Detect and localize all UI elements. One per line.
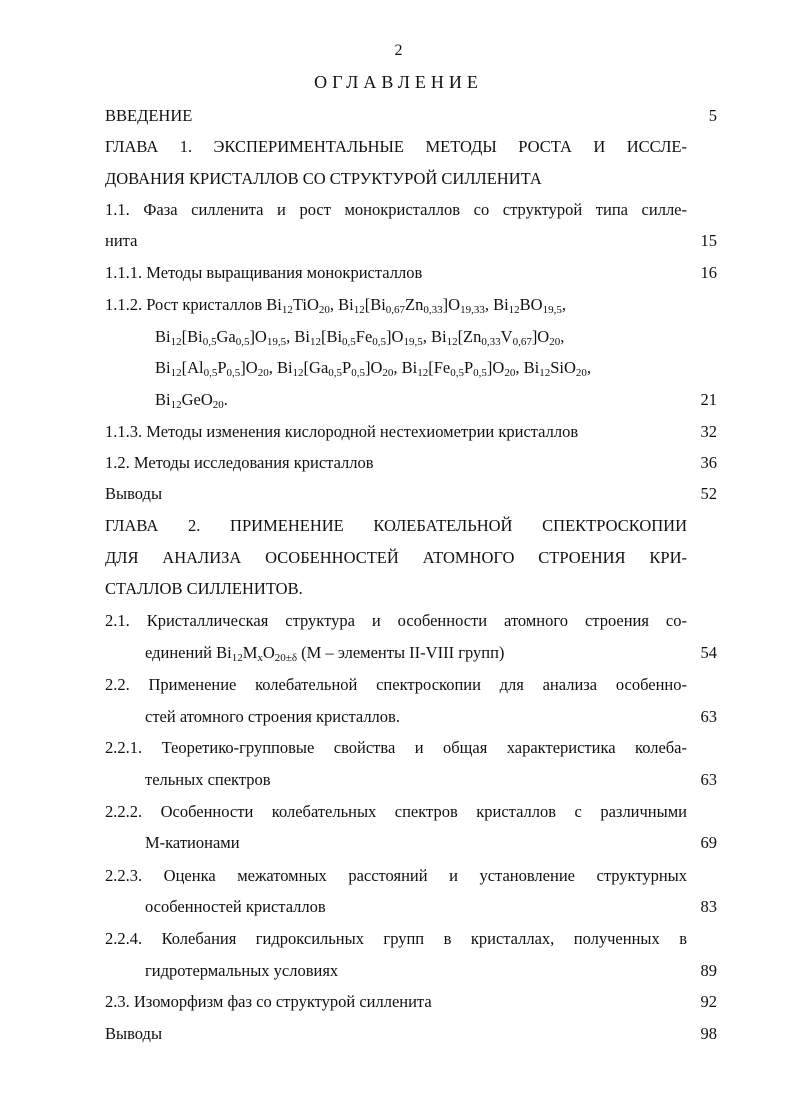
formula-text: V bbox=[500, 327, 513, 346]
formula-text: Bi bbox=[155, 390, 171, 409]
toc-entry-page: 21 bbox=[700, 390, 717, 409]
formula-subscript: 12 bbox=[170, 367, 182, 379]
formula-subscript: 20±δ bbox=[274, 652, 298, 664]
toc-entry-text: 2.1. Кристаллическая структура и особенности атомного строения со- bbox=[105, 611, 687, 630]
formula-text: [Ga bbox=[303, 358, 329, 377]
toc-entry-formula-text bbox=[155, 390, 228, 410]
formula-text: , bbox=[586, 358, 591, 377]
toc-entry-page: 63 bbox=[700, 707, 717, 726]
formula-text: Fe bbox=[355, 327, 373, 346]
toc-entry-text: стей атомного строения кристаллов. bbox=[145, 707, 400, 726]
formula-subscript: 12 bbox=[170, 399, 182, 411]
toc-entry-text: тельных спектров bbox=[145, 770, 271, 789]
formula-subscript: 0,5 bbox=[342, 336, 356, 348]
formula-subscript: 20 bbox=[575, 367, 587, 379]
toc-entry-page: 36 bbox=[700, 453, 717, 472]
formula-text: GeO bbox=[181, 390, 213, 409]
toc-entry-page: 54 bbox=[700, 643, 717, 662]
formula-subscript: 12 bbox=[508, 304, 520, 316]
formula-subscript: x bbox=[257, 652, 263, 664]
formula-text: [Fe bbox=[428, 358, 451, 377]
toc-entry-text: 1.2. Методы исследования кристаллов bbox=[105, 453, 374, 472]
formula-text: ]O bbox=[442, 295, 461, 314]
formula-subscript: 19,5 bbox=[403, 336, 423, 348]
toc-entry-text: 2.2.3. Оценка межатомных расстояний и установление структурных bbox=[105, 866, 687, 885]
toc-entry-text: 2.2. Применение колебательной спектроскопии для анализа особенно- bbox=[105, 675, 687, 694]
toc-entry-page: 5 bbox=[708, 106, 717, 125]
toc-entry-text: ДЛЯ АНАЛИЗА ОСОБЕННОСТЕЙ АТОМНОГО СТРОЕНИЯ КРИ- bbox=[105, 548, 687, 567]
formula-subscript: 12 bbox=[170, 336, 182, 348]
formula-text: , Bi bbox=[268, 358, 293, 377]
formula-text: , bbox=[560, 327, 565, 346]
formula-text: P bbox=[217, 358, 227, 377]
formula-subscript: 0,5 bbox=[328, 367, 343, 379]
formula-text: единений Bi bbox=[145, 643, 232, 662]
toc-entry-formula-text bbox=[105, 295, 566, 315]
toc-entry-page: 98 bbox=[700, 1024, 717, 1043]
toc-entry-page: 69 bbox=[700, 833, 717, 852]
toc-entry-text: СТАЛЛОВ СИЛЛЕНИТОВ. bbox=[105, 579, 303, 598]
formula-text: TiO bbox=[292, 295, 319, 314]
toc-entry-page: 15 bbox=[700, 231, 717, 250]
formula-text: P bbox=[463, 358, 474, 377]
formula-text: ]O bbox=[364, 358, 383, 377]
formula-subscript: 0,5 bbox=[450, 367, 464, 379]
toc-entry-text: 2.3. Изоморфизм фаз со структурой силленита bbox=[105, 992, 432, 1011]
formula-text: ]O bbox=[531, 327, 550, 346]
formula-text: ]O bbox=[486, 358, 505, 377]
toc-title: ОГЛАВЛЕНИЕ bbox=[314, 72, 483, 92]
formula-subscript: 0,5 bbox=[473, 367, 487, 379]
formula-text: ]O bbox=[249, 327, 267, 346]
toc-entry-page: 63 bbox=[700, 770, 717, 789]
formula-text: ]O bbox=[386, 327, 404, 346]
formula-text: , Bi bbox=[515, 358, 540, 377]
formula-subscript: 12 bbox=[417, 367, 429, 379]
formula-subscript: 0,67 bbox=[512, 336, 532, 348]
formula-text: , bbox=[561, 295, 566, 314]
formula-text: M bbox=[242, 643, 258, 662]
formula-text: O bbox=[262, 643, 275, 662]
formula-subscript: 12 bbox=[309, 336, 321, 348]
formula-text: ]O bbox=[240, 358, 258, 377]
formula-subscript: 19,5 bbox=[542, 304, 562, 316]
formula-text: [Zn bbox=[457, 327, 482, 346]
formula-subscript: 0,33 bbox=[423, 304, 443, 316]
toc-entry-text: 1.1.3. Методы изменения кислородной нестехиометрии кристаллов bbox=[105, 422, 579, 441]
formula-subscript: 0,5 bbox=[226, 367, 241, 379]
toc-entry-text: Выводы bbox=[105, 1024, 163, 1043]
formula-subscript: 12 bbox=[446, 336, 458, 348]
page-number: 2 bbox=[394, 42, 403, 59]
formula-subscript: 12 bbox=[281, 304, 293, 316]
formula-subscript: 0,33 bbox=[481, 336, 501, 348]
toc-entry-formula-text bbox=[155, 358, 591, 378]
formula-text: [Bi bbox=[181, 327, 203, 346]
formula-text: , Bi bbox=[286, 327, 310, 346]
formula-subscript: 0,5 bbox=[372, 336, 387, 348]
formula-text: P bbox=[342, 358, 352, 377]
toc-entry-text: ГЛАВА 1. ЭКСПЕРИМЕНТАЛЬНЫЕ МЕТОДЫ РОСТА И ИССЛЕ- bbox=[105, 137, 687, 156]
formula-subscript: 20 bbox=[212, 399, 224, 411]
toc-entry-text: ВВЕДЕНИЕ bbox=[105, 106, 193, 125]
formula-subscript: 0,5 bbox=[235, 336, 250, 348]
formula-subscript: 20 bbox=[257, 367, 269, 379]
formula-text: , Bi bbox=[484, 295, 509, 314]
formula-text: , Bi bbox=[393, 358, 418, 377]
toc-entry-text: М-катионами bbox=[145, 833, 240, 852]
formula-text: Bi bbox=[155, 327, 171, 346]
toc-entry-text: 2.2.1. Теоретико-групповые свойства и общая характеристика колеба- bbox=[105, 738, 687, 757]
formula-text: , Bi bbox=[422, 327, 447, 346]
toc-entry-text: ГЛАВА 2. ПРИМЕНЕНИЕ КОЛЕБАТЕЛЬНОЙ СПЕКТРОСКОПИИ bbox=[105, 516, 687, 535]
formula-text: [Al bbox=[181, 358, 204, 377]
formula-subscript: 20 bbox=[382, 367, 394, 379]
formula-subscript: 0,5 bbox=[203, 367, 218, 379]
formula-subscript: 20 bbox=[549, 336, 561, 348]
toc-entry-page: 92 bbox=[700, 992, 717, 1011]
formula-text: BO bbox=[519, 295, 543, 314]
toc-entry-page: 83 bbox=[700, 897, 717, 916]
toc-entry-text: гидротермальных условиях bbox=[145, 961, 339, 980]
formula-subscript: 12 bbox=[539, 367, 551, 379]
formula-text: Bi bbox=[155, 358, 171, 377]
toc-entry-text: 2.2.4. Колебания гидроксильных групп в кристаллах, полученных в bbox=[105, 929, 687, 948]
toc-entry-page: 32 bbox=[700, 422, 717, 441]
formula-subscript: 12 bbox=[292, 367, 304, 379]
formula-text: [Bi bbox=[364, 295, 386, 314]
formula-subscript: 0,5 bbox=[202, 336, 217, 348]
toc-entry-text: 1.1.1. Методы выращивания монокристаллов bbox=[105, 263, 423, 282]
toc-entry-text: 1.1. Фаза силленита и рост монокристаллов со структурой типа силле- bbox=[105, 200, 687, 219]
formula-subscript: 19,33 bbox=[460, 304, 485, 316]
formula-text: , Bi bbox=[329, 295, 354, 314]
formula-text: (M – элементы II-VIII групп) bbox=[297, 643, 505, 662]
formula-text: . bbox=[223, 390, 228, 409]
toc-entry-formula-text bbox=[155, 327, 564, 347]
toc-entry-text: 2.2.2. Особенности колебательных спектров кристаллов с различными bbox=[105, 802, 687, 821]
formula-text: SiO bbox=[550, 358, 576, 377]
formula-text: [Bi bbox=[320, 327, 343, 346]
toc-entry-text: нита bbox=[105, 231, 138, 250]
formula-subscript: 0,5 bbox=[351, 367, 365, 379]
formula-subscript: 12 bbox=[353, 304, 365, 316]
toc-entry-text: Выводы bbox=[105, 484, 163, 503]
toc-entry-page: 52 bbox=[700, 484, 717, 503]
formula-text: Zn bbox=[405, 295, 424, 314]
formula-subscript: 20 bbox=[504, 367, 516, 379]
toc-entry-text: ДОВАНИЯ КРИСТАЛЛОВ СО СТРУКТУРОЙ СИЛЛЕНИТА bbox=[105, 169, 542, 188]
toc-entry-formula-text bbox=[145, 643, 504, 663]
toc-entry-page: 89 bbox=[700, 961, 717, 980]
formula-text: 1.1.2. Рост кристаллов Bi bbox=[105, 295, 282, 314]
formula-subscript: 12 bbox=[231, 652, 243, 664]
formula-subscript: 20 bbox=[318, 304, 330, 316]
toc-entry-text: особенностей кристаллов bbox=[145, 897, 326, 916]
formula-subscript: 19,5 bbox=[266, 336, 287, 348]
toc-entry-page: 16 bbox=[700, 263, 717, 282]
formula-subscript: 0,67 bbox=[385, 304, 406, 316]
formula-text: Ga bbox=[216, 327, 236, 346]
